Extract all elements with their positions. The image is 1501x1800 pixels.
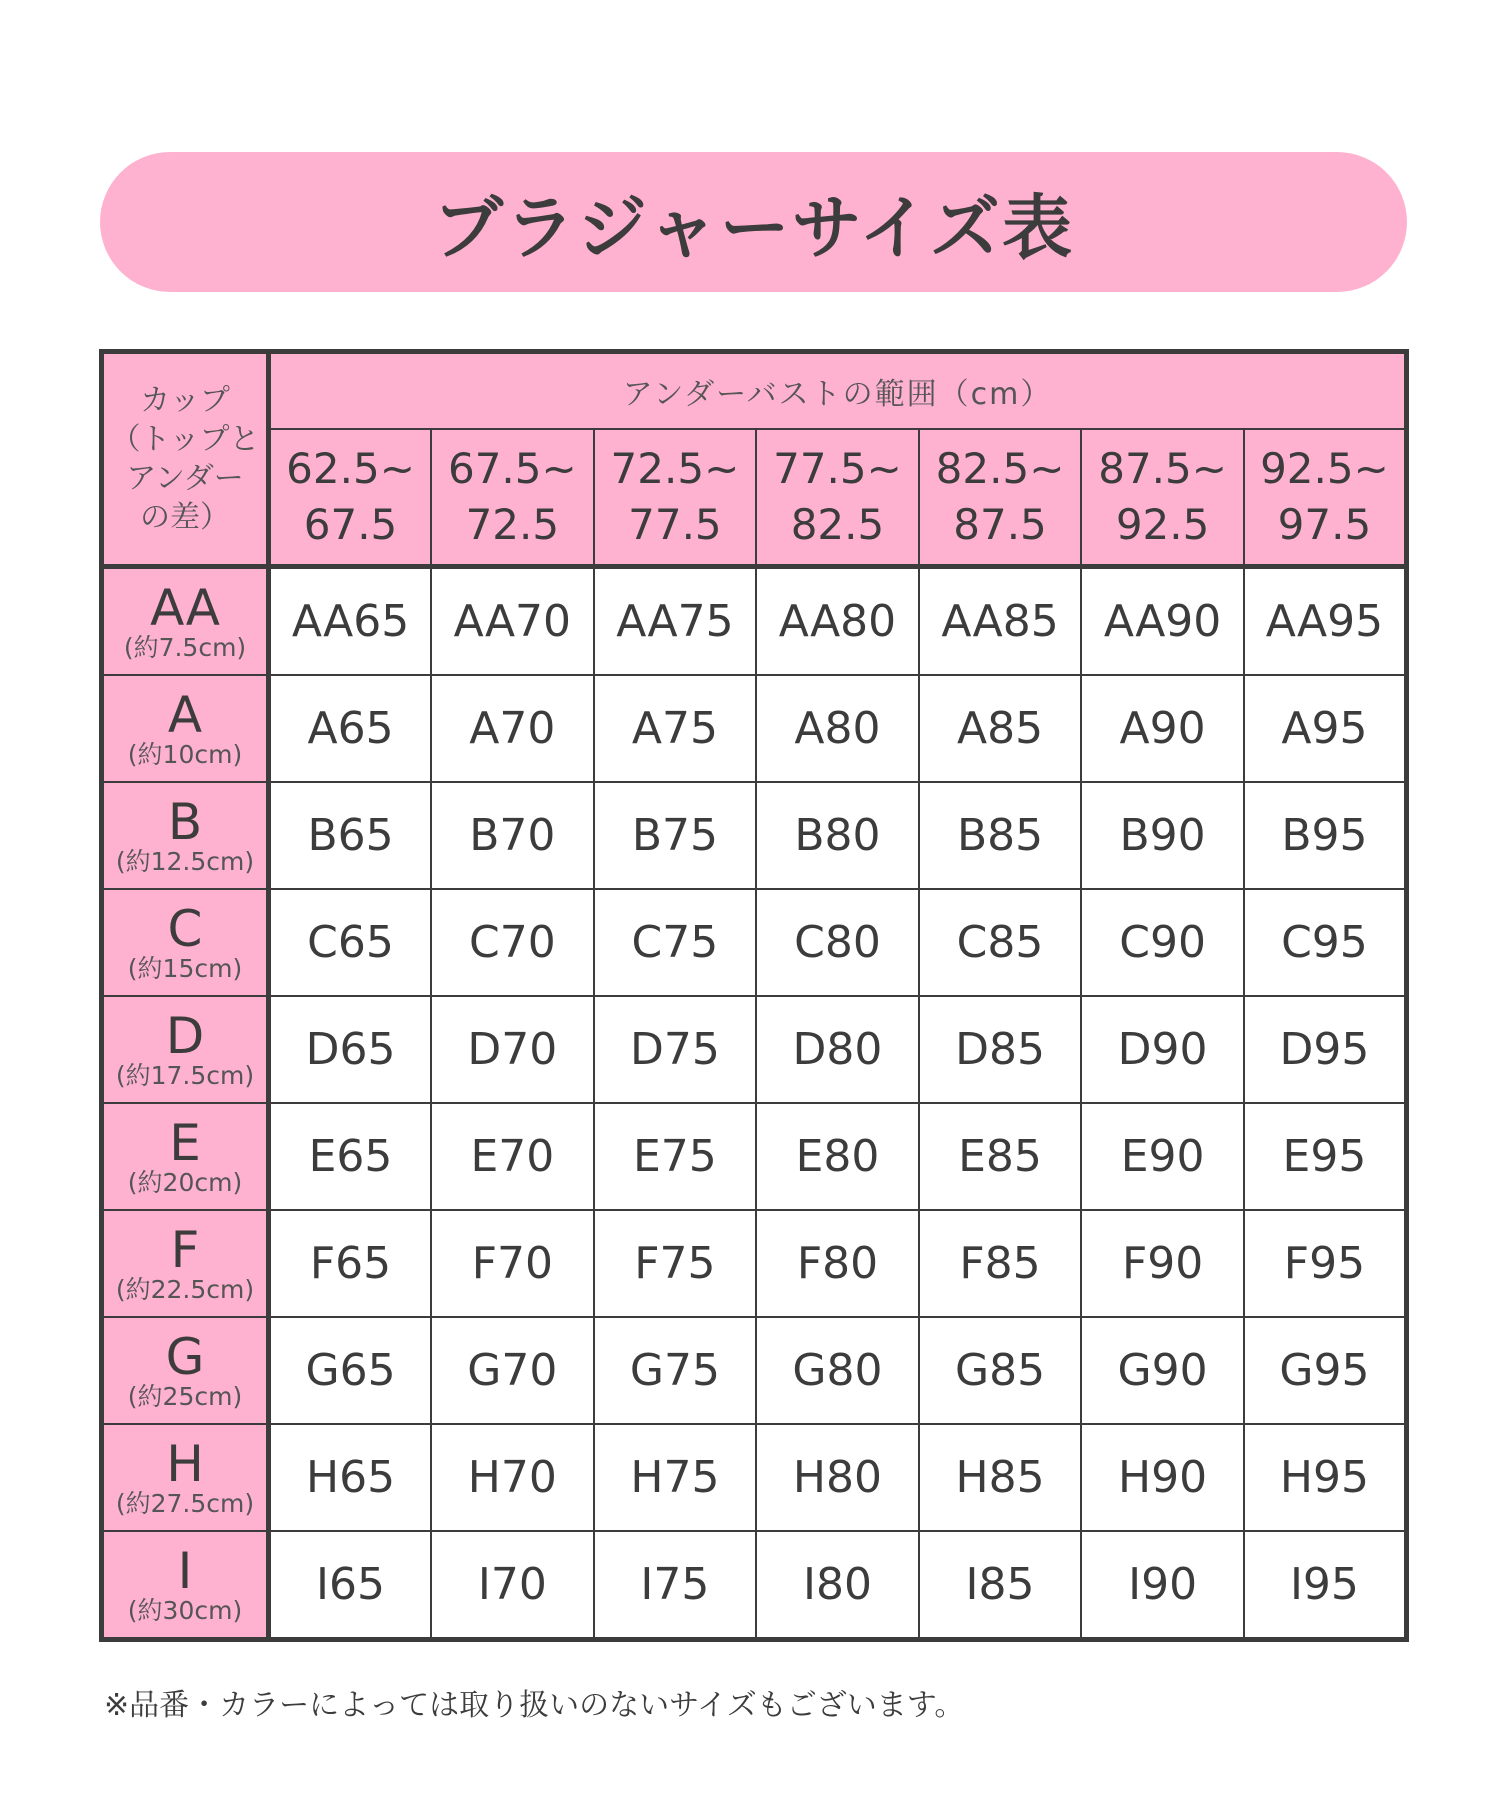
size-cell: G90 (1081, 1317, 1244, 1424)
size-cell: H70 (431, 1424, 594, 1531)
size-cell: G75 (594, 1317, 757, 1424)
range-from: 62.5~ (286, 444, 415, 493)
cup-letter: A (167, 685, 203, 744)
cup-difference: (約17.5cm) (115, 1060, 255, 1090)
cup-header-line: の差） (140, 500, 230, 535)
size-cell: G95 (1244, 1317, 1407, 1424)
table-row (102, 1424, 1407, 1531)
cup-difference: (約7.5cm) (123, 632, 247, 662)
cup-cell (102, 1103, 269, 1210)
size-cell: G70 (431, 1317, 594, 1424)
cup-header-line: （トップと (110, 422, 260, 457)
cup-cell (102, 1210, 269, 1317)
size-cell: F95 (1244, 1210, 1407, 1317)
range-to: 67.5 (303, 500, 398, 549)
title-banner (100, 152, 1407, 292)
cup-cell (102, 675, 269, 782)
range-from: 67.5~ (447, 444, 577, 493)
size-cell: E85 (919, 1103, 1082, 1210)
size-cell: A65 (269, 675, 432, 782)
size-cell: AA65 (269, 567, 432, 676)
table-row (102, 889, 1407, 996)
size-cell: H80 (756, 1424, 919, 1531)
size-cell: H65 (269, 1424, 432, 1531)
cup-cell (102, 1317, 269, 1424)
cup-difference: (約15cm) (127, 953, 243, 983)
size-cell: AA70 (431, 567, 594, 676)
cup-letter: B (167, 792, 203, 851)
table-row (102, 782, 1407, 889)
cup-letter: C (167, 899, 203, 958)
size-cell: AA95 (1244, 567, 1407, 676)
size-cell: F75 (594, 1210, 757, 1317)
size-cell: E65 (269, 1103, 432, 1210)
range-column-header (594, 429, 757, 567)
cup-difference: (約25cm) (127, 1381, 243, 1411)
range-column-header (431, 429, 594, 567)
cup-letter: D (165, 1006, 205, 1065)
size-cell: I70 (431, 1531, 594, 1640)
size-cell: B80 (756, 782, 919, 889)
cup-letter: E (169, 1113, 201, 1172)
range-to: 82.5 (790, 500, 885, 549)
size-table-body (102, 567, 1407, 1640)
cup-cell (102, 996, 269, 1103)
cup-difference: (約27.5cm) (115, 1488, 255, 1518)
cup-cell (102, 1531, 269, 1640)
size-cell: I75 (594, 1531, 757, 1640)
size-cell: C75 (594, 889, 757, 996)
size-cell: AA80 (756, 567, 919, 676)
underbust-range-header: アンダーバストの範囲（cm） (269, 352, 1407, 430)
range-from: 92.5~ (1260, 444, 1389, 493)
cup-difference: (約10cm) (127, 739, 243, 769)
size-cell: F85 (919, 1210, 1082, 1317)
range-column-header (919, 429, 1082, 567)
table-row (102, 567, 1407, 676)
size-cell: D65 (269, 996, 432, 1103)
size-cell: A85 (919, 675, 1082, 782)
size-cell: A70 (431, 675, 594, 782)
size-cell: E95 (1244, 1103, 1407, 1210)
table-row (102, 1103, 1407, 1210)
size-cell: C95 (1244, 889, 1407, 996)
range-to: 87.5 (953, 500, 1047, 549)
footnote: ※品番・カラーによっては取り扱いのないサイズもございます。 (104, 1688, 965, 1723)
size-cell: A95 (1244, 675, 1407, 782)
size-cell: D75 (594, 996, 757, 1103)
bra-size-table (99, 349, 1409, 1642)
size-cell: F65 (269, 1210, 432, 1317)
cup-difference: (約20cm) (127, 1167, 243, 1197)
range-column-header (1081, 429, 1244, 567)
size-cell: F90 (1081, 1210, 1244, 1317)
size-cell: H90 (1081, 1424, 1244, 1531)
range-from: 82.5~ (935, 444, 1065, 493)
cup-cell (102, 782, 269, 889)
cup-letter: G (165, 1327, 205, 1386)
table-row (102, 996, 1407, 1103)
size-cell: B90 (1081, 782, 1244, 889)
range-to: 72.5 (465, 500, 560, 549)
range-from: 72.5~ (610, 444, 740, 493)
range-column-header (756, 429, 919, 567)
size-cell: AA85 (919, 567, 1082, 676)
size-cell: H95 (1244, 1424, 1407, 1531)
range-columns-row (102, 429, 1407, 567)
size-cell: A75 (594, 675, 757, 782)
range-to: 92.5 (1115, 500, 1210, 549)
size-cell: E75 (594, 1103, 757, 1210)
cup-letter: H (166, 1434, 204, 1493)
cup-header-line: アンダー (126, 461, 244, 496)
cup-cell (102, 1424, 269, 1531)
size-cell: AA90 (1081, 567, 1244, 676)
size-cell: D80 (756, 996, 919, 1103)
size-cell: G80 (756, 1317, 919, 1424)
table-row (102, 1531, 1407, 1640)
cup-letter: AA (150, 578, 220, 637)
table-row (102, 675, 1407, 782)
size-cell: C90 (1081, 889, 1244, 996)
range-from: 77.5~ (773, 444, 902, 493)
page-title: ブラジャーサイズ表 (433, 186, 1074, 269)
size-cell: H85 (919, 1424, 1082, 1531)
table-row (102, 1210, 1407, 1317)
size-cell: D90 (1081, 996, 1244, 1103)
cup-header-line: カップ (140, 383, 230, 418)
size-cell: I80 (756, 1531, 919, 1640)
cup-letter: I (177, 1541, 193, 1600)
range-column-header (1244, 429, 1407, 567)
cup-difference: (約22.5cm) (115, 1274, 255, 1304)
size-cell: C70 (431, 889, 594, 996)
size-cell: I85 (919, 1531, 1082, 1640)
size-cell: G65 (269, 1317, 432, 1424)
size-cell: C65 (269, 889, 432, 996)
size-cell: I95 (1244, 1531, 1407, 1640)
size-cell: I65 (269, 1531, 432, 1640)
range-to: 77.5 (628, 500, 722, 549)
range-column-header (269, 429, 432, 567)
size-cell: B70 (431, 782, 594, 889)
cup-difference: (約12.5cm) (115, 846, 255, 876)
cup-letter: F (170, 1220, 200, 1279)
cup-header (102, 352, 269, 567)
size-cell: C80 (756, 889, 919, 996)
range-to: 97.5 (1277, 500, 1372, 549)
cup-cell (102, 567, 269, 676)
size-cell: B65 (269, 782, 432, 889)
size-cell: B85 (919, 782, 1082, 889)
cup-difference: (約30cm) (127, 1595, 243, 1625)
size-cell: H75 (594, 1424, 757, 1531)
size-cell: D85 (919, 996, 1082, 1103)
size-cell: I90 (1081, 1531, 1244, 1640)
size-cell: AA75 (594, 567, 757, 676)
cup-cell (102, 889, 269, 996)
size-cell: D70 (431, 996, 594, 1103)
size-cell: D95 (1244, 996, 1407, 1103)
size-cell: E80 (756, 1103, 919, 1210)
size-cell: B95 (1244, 782, 1407, 889)
size-cell: B75 (594, 782, 757, 889)
range-from: 87.5~ (1098, 444, 1227, 493)
size-cell: F70 (431, 1210, 594, 1317)
size-cell: F80 (756, 1210, 919, 1317)
size-cell: A90 (1081, 675, 1244, 782)
size-cell: E70 (431, 1103, 594, 1210)
size-cell: A80 (756, 675, 919, 782)
size-cell: C85 (919, 889, 1082, 996)
size-cell: G85 (919, 1317, 1082, 1424)
table-row (102, 1317, 1407, 1424)
size-cell: E90 (1081, 1103, 1244, 1210)
